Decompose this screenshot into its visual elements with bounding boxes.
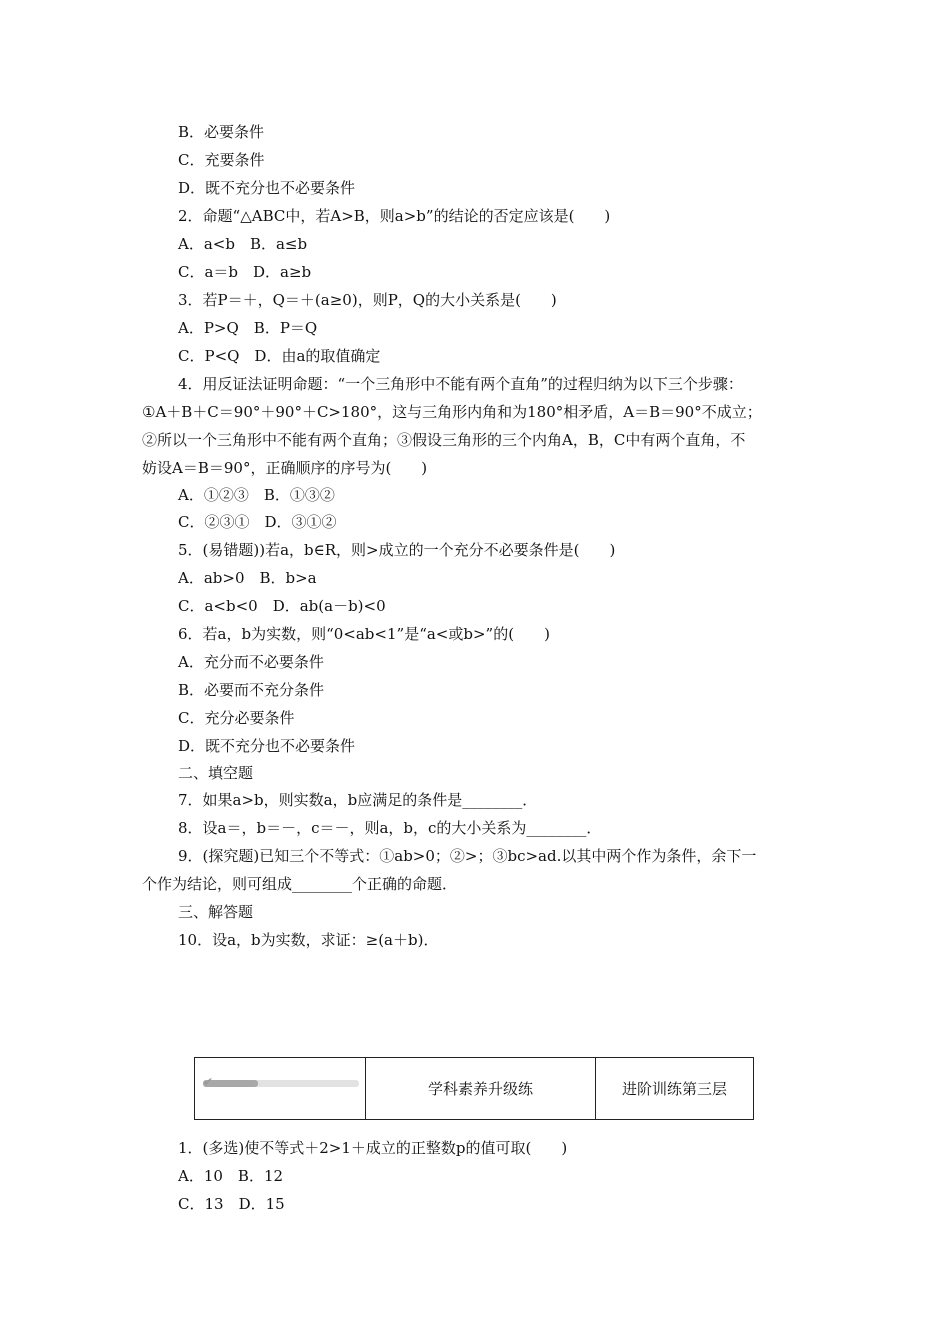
- text-line: 1．(多选)使不等式＋2>1＋成立的正整数p的值可取( ): [178, 1139, 568, 1157]
- text-line: 3．若P＝＋，Q＝＋(a≥0)，则P，Q的大小关系是( ): [178, 291, 557, 309]
- text-line: A．a<b B．a≤b: [178, 235, 308, 253]
- text-line: ②所以一个三角形中不能有两个直角；③假设三角形的三个内角A，B，C中有两个直角，不: [142, 431, 746, 449]
- text-line: C．13 D．15: [178, 1195, 285, 1213]
- text-line: A．P>Q B．P＝Q: [178, 319, 318, 337]
- text-line: B．必要条件: [178, 123, 265, 141]
- text-line: A．ab>0 B．b>a: [178, 569, 317, 587]
- text-line: A．充分而不必要条件: [178, 653, 324, 671]
- text-line: 4．用反证法证明命题：“一个三角形中不能有两个直角”的过程归纳为以下三个步骤：: [178, 375, 743, 393]
- text-line: 9．(探究题)已知三个不等式：①ab>0；②>；③bc>ad.以其中两个作为条件，余下一: [178, 847, 757, 865]
- progress-cell: [195, 1058, 366, 1119]
- text-line: 三、解答题: [178, 903, 254, 921]
- text-line: 7．如果a>b，则实数a，b应满足的条件是________．: [178, 791, 538, 809]
- text-line: A．①②③ B．①③②: [178, 486, 335, 504]
- text-line: B．必要而不充分条件: [178, 681, 325, 699]
- text-line: D．既不充分也不必要条件: [178, 737, 356, 755]
- text-line: 10．设a，b为实数，求证：≥(a＋b)．: [178, 931, 439, 949]
- progress-bar: [203, 1080, 359, 1087]
- text-line: 6．若a，b为实数，则“0<ab<1”是“a<或b>”的( ): [178, 625, 550, 643]
- text-line: C．充分必要条件: [178, 709, 295, 727]
- text-line: C．a<b<0 D．ab(a－b)<0: [178, 597, 386, 615]
- check-icon: ✔: [203, 1075, 214, 1089]
- section-banner: [194, 1057, 754, 1120]
- text-line: 二、填空题: [178, 764, 254, 782]
- text-line: C．②③① D．③①②: [178, 513, 337, 531]
- text-line: 8．设a＝，b＝－，c＝－，则a，b，c的大小关系为________．: [178, 819, 602, 837]
- text-line: 妨设A＝B＝90°，正确顺序的序号为( ): [142, 459, 428, 477]
- text-line: ①A＋B＋C＝90°＋90°＋C>180°，这与三角形内角和为180°相矛盾，A＝B＝90°不成立；: [142, 403, 762, 421]
- text-line: 2．命题“△ABC中，若A>B，则a>b”的结论的否定应该是( ): [178, 207, 611, 225]
- text-line: C．P<Q D．由a的取值确定: [178, 347, 381, 365]
- text-line: D．既不充分也不必要条件: [178, 179, 356, 197]
- text-line: C．充要条件: [178, 151, 265, 169]
- text-line: 个作为结论，则可组成________个正确的命题．: [142, 875, 458, 893]
- banner-title: 学科素养升级练: [366, 1058, 596, 1119]
- text-line: 5．(易错题))若a，b∈R，则>成立的一个充分不必要条件是( ): [178, 541, 616, 559]
- text-line: A．10 B．12: [178, 1167, 284, 1185]
- banner-level: 进阶训练第三层: [621, 1080, 727, 1098]
- text-line: C．a＝b D．a≥b: [178, 263, 312, 281]
